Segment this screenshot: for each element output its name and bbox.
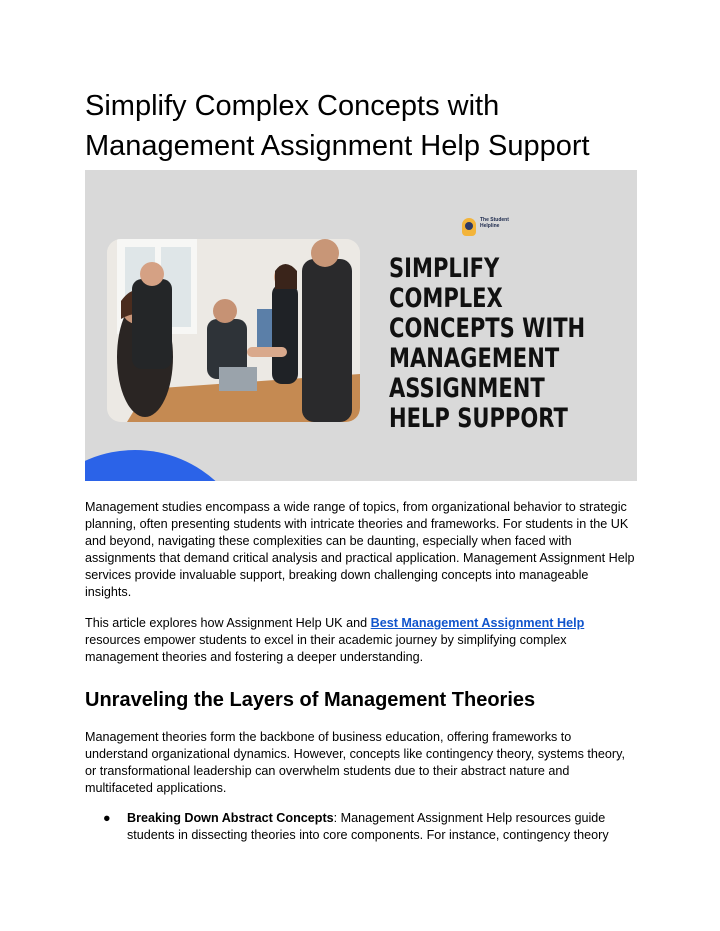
banner-heading-line: SIMPLIFY [389, 253, 500, 284]
banner-heading-line: COMPLEX [389, 283, 503, 314]
bullet-bold-term: Breaking Down Abstract Concepts [127, 811, 334, 825]
section-heading: Unraveling the Layers of Management Theories [85, 689, 536, 711]
intro-paragraph: Management studies encompass a wide range of topics, from organizational behavior to strategic planning, often presenting students with intricate theories and frameworks. For students in the UK and beyond, navigating these complexities can be daunting, especially when faced with assignments that demand critical analysis and practical application. Management Assignment Help services provide invaluable support, breaking down challenging concepts into manageable insights. [85, 500, 635, 599]
banner-heading-line: HELP SUPPORT [389, 403, 568, 434]
section-paragraph: Management theories form the backbone of business education, offering frameworks to understand organizational dynamics. However, concepts like contingency theory, systems theory, or transformational leadership can overwhelm students due to their abstract nature and multifaceted applications. [85, 730, 625, 795]
banner-heading-line: ASSIGNMENT [389, 373, 545, 404]
bullet-dot-icon: ● [103, 811, 111, 825]
second-paragraph-text-end: resources empower students to excel in their academic journey by simplifying complex management theories and fostering a deeper understanding. [85, 633, 567, 664]
banner-heading-line: MANAGEMENT [389, 343, 560, 374]
banner-accent-circle [85, 450, 255, 481]
business-meeting-photo [107, 239, 360, 422]
document-title: Simplify Complex Concepts with Management Assignment Help Support [85, 90, 590, 162]
student-helpline-logo [460, 216, 520, 242]
second-paragraph [85, 615, 637, 666]
second-paragraph-text: This article explores how Assignment Help UK and [85, 616, 371, 630]
bullet-description: : Management Assignment Help resources guide students in dissecting theories into core components. For instance, contingency theory [127, 811, 609, 842]
logo-mark-icon [462, 218, 476, 236]
bullet-text [127, 810, 639, 844]
logo-text: The Student Helpline [480, 217, 509, 229]
banner-heading [389, 253, 586, 434]
banner-image [85, 170, 637, 481]
banner-heading-line: CONCEPTS WITH [389, 313, 586, 344]
best-management-assignment-help-link[interactable]: Best Management Assignment Help [370, 616, 585, 630]
